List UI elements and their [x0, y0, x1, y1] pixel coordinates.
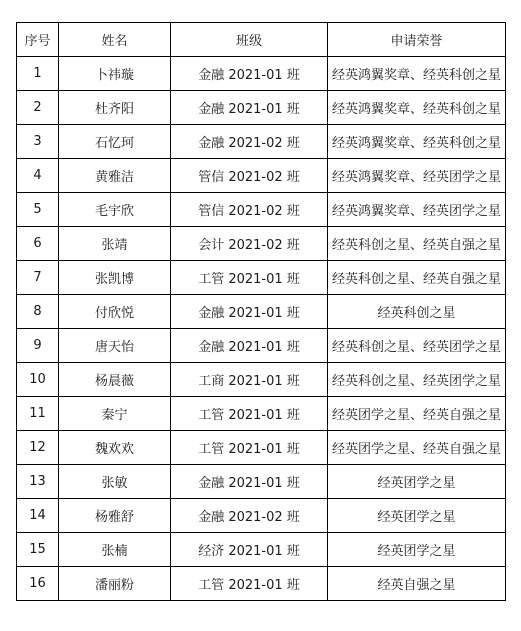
student-name: 潘丽粉 [59, 567, 171, 601]
row-index: 11 [17, 397, 59, 431]
class-name: 工管 2021-01 班 [171, 567, 328, 601]
header-name: 姓名 [59, 23, 171, 57]
table-header-row [17, 23, 506, 57]
honor-applied: 经英团学之星、经英自强之星 [328, 431, 506, 465]
class-name: 管信 2021-02 班 [171, 193, 328, 227]
student-name: 卜祎璇 [59, 57, 171, 91]
row-index: 12 [17, 431, 59, 465]
table-row [17, 465, 506, 499]
class-name: 金融 2021-02 班 [171, 499, 328, 533]
honor-applied: 经英团学之星、经英自强之星 [328, 397, 506, 431]
table-row [17, 499, 506, 533]
honor-applied: 经英团学之星 [328, 533, 506, 567]
student-name: 唐天怡 [59, 329, 171, 363]
student-name: 黄雅洁 [59, 159, 171, 193]
header-honor: 申请荣誉 [328, 23, 506, 57]
honor-applied: 经英科创之星、经英自强之星 [328, 261, 506, 295]
class-name: 工商 2021-01 班 [171, 363, 328, 397]
header-index: 序号 [17, 23, 59, 57]
table-row [17, 261, 506, 295]
honor-applied: 经英鸿翼奖章、经英科创之星 [328, 57, 506, 91]
honor-applied: 经英科创之星、经英团学之星 [328, 329, 506, 363]
row-index: 9 [17, 329, 59, 363]
student-name: 秦宁 [59, 397, 171, 431]
table-row [17, 295, 506, 329]
row-index: 1 [17, 57, 59, 91]
table-row [17, 567, 506, 601]
student-name: 杨雅舒 [59, 499, 171, 533]
honor-applied: 经英鸿翼奖章、经英科创之星 [328, 91, 506, 125]
row-index: 5 [17, 193, 59, 227]
student-name: 张靖 [59, 227, 171, 261]
honor-applied: 经英鸿翼奖章、经英团学之星 [328, 193, 506, 227]
row-index: 7 [17, 261, 59, 295]
student-name: 张敏 [59, 465, 171, 499]
honor-applied: 经英团学之星 [328, 499, 506, 533]
class-name: 金融 2021-01 班 [171, 329, 328, 363]
class-name: 金融 2021-01 班 [171, 91, 328, 125]
class-name: 工管 2021-01 班 [171, 261, 328, 295]
row-index: 16 [17, 567, 59, 601]
class-name: 金融 2021-02 班 [171, 125, 328, 159]
table-row [17, 125, 506, 159]
student-name: 石忆珂 [59, 125, 171, 159]
table-row [17, 329, 506, 363]
honor-applied: 经英自强之星 [328, 567, 506, 601]
row-index: 3 [17, 125, 59, 159]
student-name: 付欣悦 [59, 295, 171, 329]
row-index: 2 [17, 91, 59, 125]
table-row [17, 159, 506, 193]
student-name: 杨晨薇 [59, 363, 171, 397]
class-name: 金融 2021-01 班 [171, 57, 328, 91]
table-row [17, 227, 506, 261]
student-name: 杜齐阳 [59, 91, 171, 125]
class-name: 金融 2021-01 班 [171, 295, 328, 329]
honor-applied: 经英科创之星、经英自强之星 [328, 227, 506, 261]
class-name: 管信 2021-02 班 [171, 159, 328, 193]
class-name: 会计 2021-02 班 [171, 227, 328, 261]
class-name: 工管 2021-01 班 [171, 397, 328, 431]
table-row [17, 57, 506, 91]
table-row [17, 431, 506, 465]
row-index: 13 [17, 465, 59, 499]
honor-applied: 经英鸿翼奖章、经英团学之星 [328, 159, 506, 193]
row-index: 15 [17, 533, 59, 567]
honor-application-table-container [16, 22, 506, 601]
honor-applied: 经英科创之星、经英团学之星 [328, 363, 506, 397]
class-name: 金融 2021-01 班 [171, 465, 328, 499]
student-name: 魏欢欢 [59, 431, 171, 465]
table-row [17, 193, 506, 227]
row-index: 8 [17, 295, 59, 329]
row-index: 10 [17, 363, 59, 397]
header-class: 班级 [171, 23, 328, 57]
row-index: 14 [17, 499, 59, 533]
table-body [17, 57, 506, 601]
honor-applied: 经英鸿翼奖章、经英科创之星 [328, 125, 506, 159]
table-row [17, 533, 506, 567]
honor-application-table [16, 22, 506, 601]
class-name: 经济 2021-01 班 [171, 533, 328, 567]
student-name: 张凯博 [59, 261, 171, 295]
table-row [17, 397, 506, 431]
honor-applied: 经英团学之星 [328, 465, 506, 499]
honor-applied: 经英科创之星 [328, 295, 506, 329]
table-row [17, 363, 506, 397]
table-row [17, 91, 506, 125]
row-index: 4 [17, 159, 59, 193]
student-name: 张楠 [59, 533, 171, 567]
class-name: 工管 2021-01 班 [171, 431, 328, 465]
student-name: 毛宇欣 [59, 193, 171, 227]
row-index: 6 [17, 227, 59, 261]
